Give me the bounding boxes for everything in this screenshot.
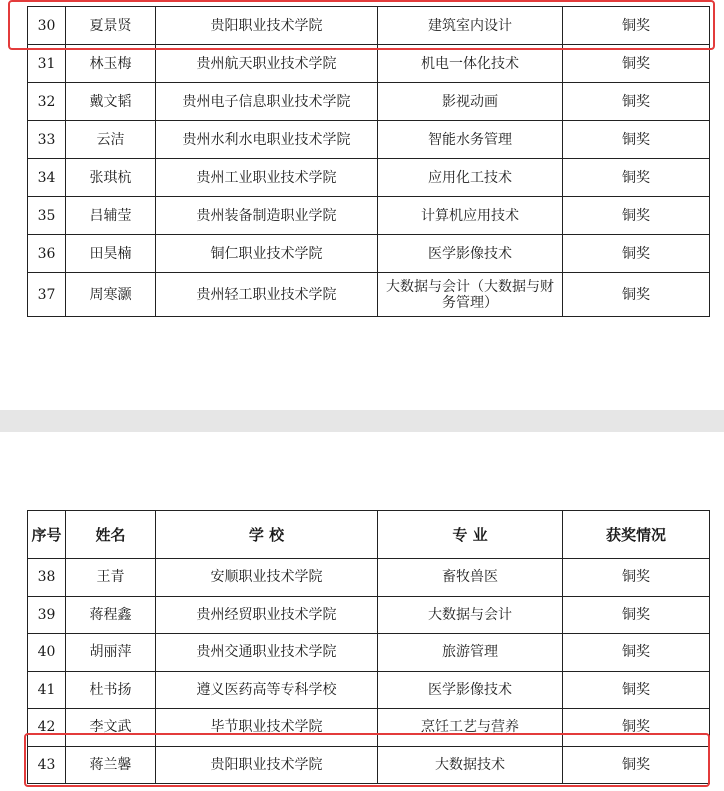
cell-no: 35 (28, 197, 66, 235)
page-gap (0, 410, 724, 432)
cell-major: 医学影像技术 (378, 671, 563, 709)
cell-school: 贵州轻工职业技术学院 (156, 273, 378, 317)
cell-school: 贵州装备制造职业学院 (156, 197, 378, 235)
cell-award: 铜奖 (563, 634, 710, 672)
cell-award: 铜奖 (563, 746, 710, 784)
cell-no: 39 (28, 596, 66, 634)
cell-major: 医学影像技术 (378, 235, 563, 273)
cell-major: 应用化工技术 (378, 159, 563, 197)
cell-award: 铜奖 (563, 197, 710, 235)
cell-major: 大数据与会计（大数据与财务管理） (378, 273, 563, 317)
table-row (28, 596, 710, 634)
cell-award: 铜奖 (563, 83, 710, 121)
cell-award: 铜奖 (563, 671, 710, 709)
cell-no: 37 (28, 273, 66, 317)
cell-school: 遵义医药高等专科学校 (156, 671, 378, 709)
cell-name: 周寒灏 (66, 273, 156, 317)
cell-major: 旅游管理 (378, 634, 563, 672)
cell-major: 影视动画 (378, 83, 563, 121)
cell-no: 40 (28, 634, 66, 672)
cell-major: 智能水务管理 (378, 121, 563, 159)
cell-major: 建筑室内设计 (378, 7, 563, 45)
table-row (28, 559, 710, 597)
table-row (28, 197, 710, 235)
cell-name: 吕辅莹 (66, 197, 156, 235)
cell-school: 毕节职业技术学院 (156, 709, 378, 747)
cell-no: 30 (28, 7, 66, 45)
header-major: 专 业 (378, 511, 563, 559)
cell-major: 畜牧兽医 (378, 559, 563, 597)
cell-no: 43 (28, 746, 66, 784)
table-row (28, 634, 710, 672)
cell-no: 31 (28, 45, 66, 83)
cell-award: 铜奖 (563, 7, 710, 45)
cell-no: 38 (28, 559, 66, 597)
cell-major: 大数据技术 (378, 746, 563, 784)
cell-award: 铜奖 (563, 159, 710, 197)
header-no: 序号 (28, 511, 66, 559)
cell-name: 林玉梅 (66, 45, 156, 83)
table-row (28, 235, 710, 273)
cell-school: 贵州交通职业技术学院 (156, 634, 378, 672)
cell-no: 42 (28, 709, 66, 747)
cell-name: 云洁 (66, 121, 156, 159)
header-name: 姓名 (66, 511, 156, 559)
cell-name: 蒋程鑫 (66, 596, 156, 634)
cell-award: 铜奖 (563, 235, 710, 273)
cell-school: 贵阳职业技术学院 (156, 746, 378, 784)
highlight-box-row-43 (24, 733, 710, 787)
cell-award: 铜奖 (563, 559, 710, 597)
cell-name: 蒋兰馨 (66, 746, 156, 784)
cell-major: 计算机应用技术 (378, 197, 563, 235)
cell-no: 34 (28, 159, 66, 197)
cell-school: 铜仁职业技术学院 (156, 235, 378, 273)
cell-name: 胡丽萍 (66, 634, 156, 672)
table-row (28, 671, 710, 709)
cell-award: 铜奖 (563, 45, 710, 83)
cell-award: 铜奖 (563, 709, 710, 747)
table-row (28, 273, 710, 317)
cell-award: 铜奖 (563, 121, 710, 159)
cell-name: 戴文韬 (66, 83, 156, 121)
cell-school: 贵州电子信息职业技术学院 (156, 83, 378, 121)
cell-award: 铜奖 (563, 273, 710, 317)
cell-school: 贵阳职业技术学院 (156, 7, 378, 45)
cell-no: 33 (28, 121, 66, 159)
cell-no: 32 (28, 83, 66, 121)
table-row (28, 159, 710, 197)
header-award: 获奖情况 (563, 511, 710, 559)
award-table-top (27, 6, 710, 317)
cell-school: 贵州航天职业技术学院 (156, 45, 378, 83)
cell-no: 36 (28, 235, 66, 273)
cell-name: 夏景贤 (66, 7, 156, 45)
cell-name: 田昊楠 (66, 235, 156, 273)
cell-name: 王青 (66, 559, 156, 597)
cell-name: 李文武 (66, 709, 156, 747)
cell-major: 烹饪工艺与营养 (378, 709, 563, 747)
cell-school: 贵州经贸职业技术学院 (156, 596, 378, 634)
cell-school: 安顺职业技术学院 (156, 559, 378, 597)
header-school: 学 校 (156, 511, 378, 559)
table-header-row (28, 511, 710, 559)
table-row (28, 83, 710, 121)
cell-no: 41 (28, 671, 66, 709)
table-row (28, 121, 710, 159)
cell-name: 张琪杭 (66, 159, 156, 197)
cell-school: 贵州水利水电职业技术学院 (156, 121, 378, 159)
table-row (28, 45, 710, 83)
highlight-box-row-30 (8, 0, 715, 50)
cell-name: 杜书扬 (66, 671, 156, 709)
cell-award: 铜奖 (563, 596, 710, 634)
cell-major: 机电一体化技术 (378, 45, 563, 83)
cell-major: 大数据与会计 (378, 596, 563, 634)
cell-school: 贵州工业职业技术学院 (156, 159, 378, 197)
